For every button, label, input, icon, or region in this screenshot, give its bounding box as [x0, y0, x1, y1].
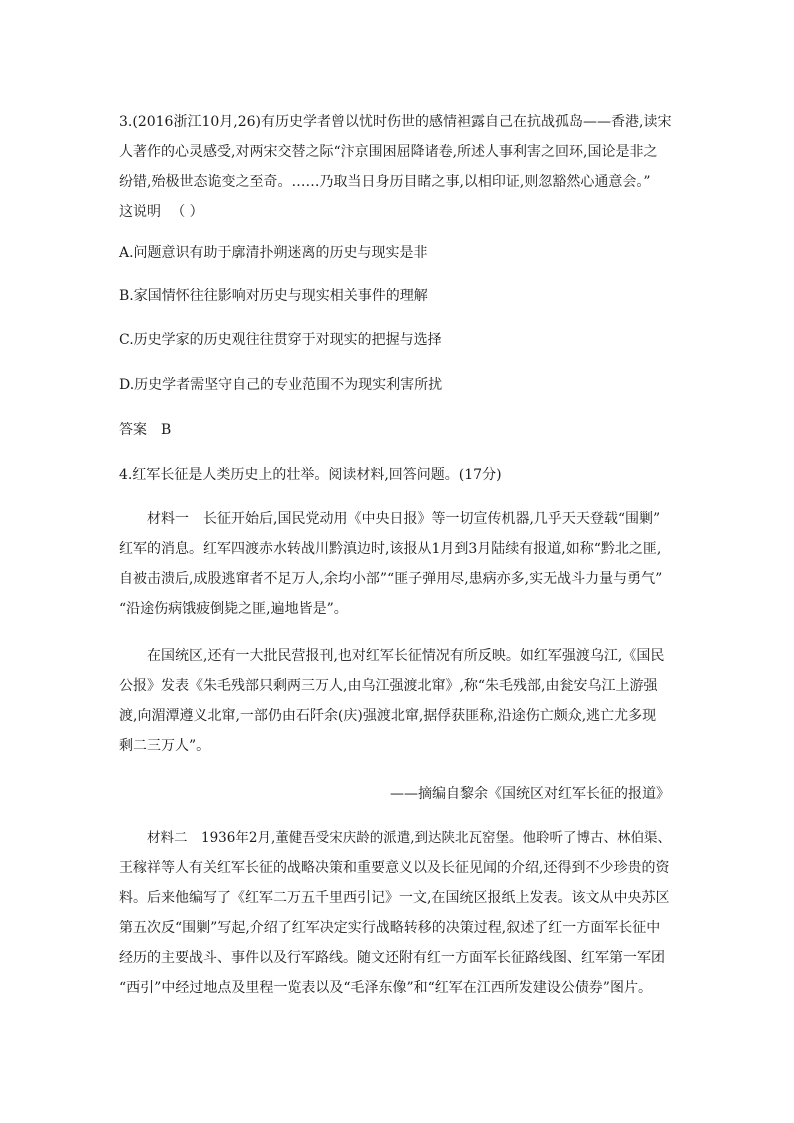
option-b: B.家国情怀往往影响对历史与现实相关事件的理解: [119, 288, 428, 304]
question-3-stem: [119, 107, 679, 227]
paragraph-line: 材料二 1936年2月,董健吾受宋庆龄的派遣,到达陕北瓦窑堡。他聆听了博古、林伯渠、: [147, 830, 672, 846]
paragraph-line: 在国统区,还有一大批民营报刊,也对红军长征情况有所反映。如红军强渡乌江,《国民: [147, 648, 665, 664]
paragraph-line: 红军的消息。红军四渡赤水转战川黔滇边时,该报从1月到3月陆续有报道,如称“黔北之匪,: [119, 541, 662, 557]
paragraph-line: “沿途伤病饿疲倒毙之匪,遍地皆是”。: [119, 601, 348, 617]
stem-line-last: [119, 197, 679, 227]
paragraph-line: 王稼祥等人有关红军长征的战略决策和重要意义以及长征见闻的介绍,还得到不少珍贵的资: [119, 860, 670, 876]
answer-value: B: [161, 422, 172, 438]
paragraph-line: 剩二三万人”。: [119, 738, 211, 754]
material-2-paragraph: [119, 823, 679, 1003]
paragraph-line: “西引”中经过地点及里程一览表以及“毛泽东像”和“红军在江西所发建设公债券”图片。: [119, 980, 652, 996]
option-d: D.历史学者需坚守自己的专业范围不为现实利害所扰: [119, 377, 443, 393]
stem-line: 人著作的心灵感受,对两宋交替之际“汴京围困屈降诸卷,所述人事利害之回环,国论是非之: [119, 144, 658, 160]
stem-line: 3.(2016浙江10月,26)有历史学者曾以忧时伤世的感情袒露自己在抗战孤岛——香港,读宋: [119, 114, 672, 130]
stem-text: 这说明: [119, 204, 161, 220]
question-4-title: 4.红军长征是人类历史上的壮举。阅读材料,回答问题。(17分): [119, 467, 502, 483]
option-c: C.历史学家的历史观往往贯穿于对现实的把握与选择: [119, 332, 442, 348]
source-citation: ——摘编自黎余《国统区对红军长征的报道》: [390, 786, 670, 802]
material-1-paragraph: [119, 504, 679, 624]
paragraph-line: 渡,向湄潭遵义北窜,一部仍由石阡余(庆)强渡北窜,据俘获匪称,沿途伤亡颇众,逃亡尤多现: [119, 708, 657, 724]
stem-line: 纷错,殆极世态诡变之至奇。……乃取当日身历目睹之事,以相印证,则忽豁然心通意会。”: [119, 174, 651, 190]
paragraph-line: 自被击溃后,成股逃窜者不足万人,余均小部”“匪子弹用尽,患病亦多,实无战斗力量与勇气”: [119, 571, 663, 587]
paragraph-line: 第五次反“围剿”写起,介绍了红军决定实行战略转移的决策过程,叙述了红一方面军长征中: [119, 920, 661, 936]
answer-line: [119, 420, 171, 440]
answer-label: 答案: [119, 422, 147, 438]
answer-blank: （ ）: [171, 204, 204, 220]
paragraph-line: 公报》发表《朱毛残部只剩两三万人,由乌江强渡北窜》,称“朱毛残部,由瓮安乌江上游强: [119, 678, 658, 694]
paragraph-line: 料。后来他编写了《红军二万五千里西引记》一文,在国统区报纸上发表。该文从中央苏区: [119, 890, 670, 906]
paragraph-line: 经历的主要战斗、事件以及行军路线。随文还附有红一方面军长征路线图、红军第一军团: [119, 950, 665, 966]
paragraph-line: 材料一 长征开始后,国民党动用《中央日报》等一切宣传机器,几乎天天登载“围剿”: [147, 511, 661, 527]
material-1b-paragraph: [119, 641, 679, 761]
option-a: A.问题意识有助于廓清扑朔迷离的历史与现实是非: [119, 245, 428, 261]
